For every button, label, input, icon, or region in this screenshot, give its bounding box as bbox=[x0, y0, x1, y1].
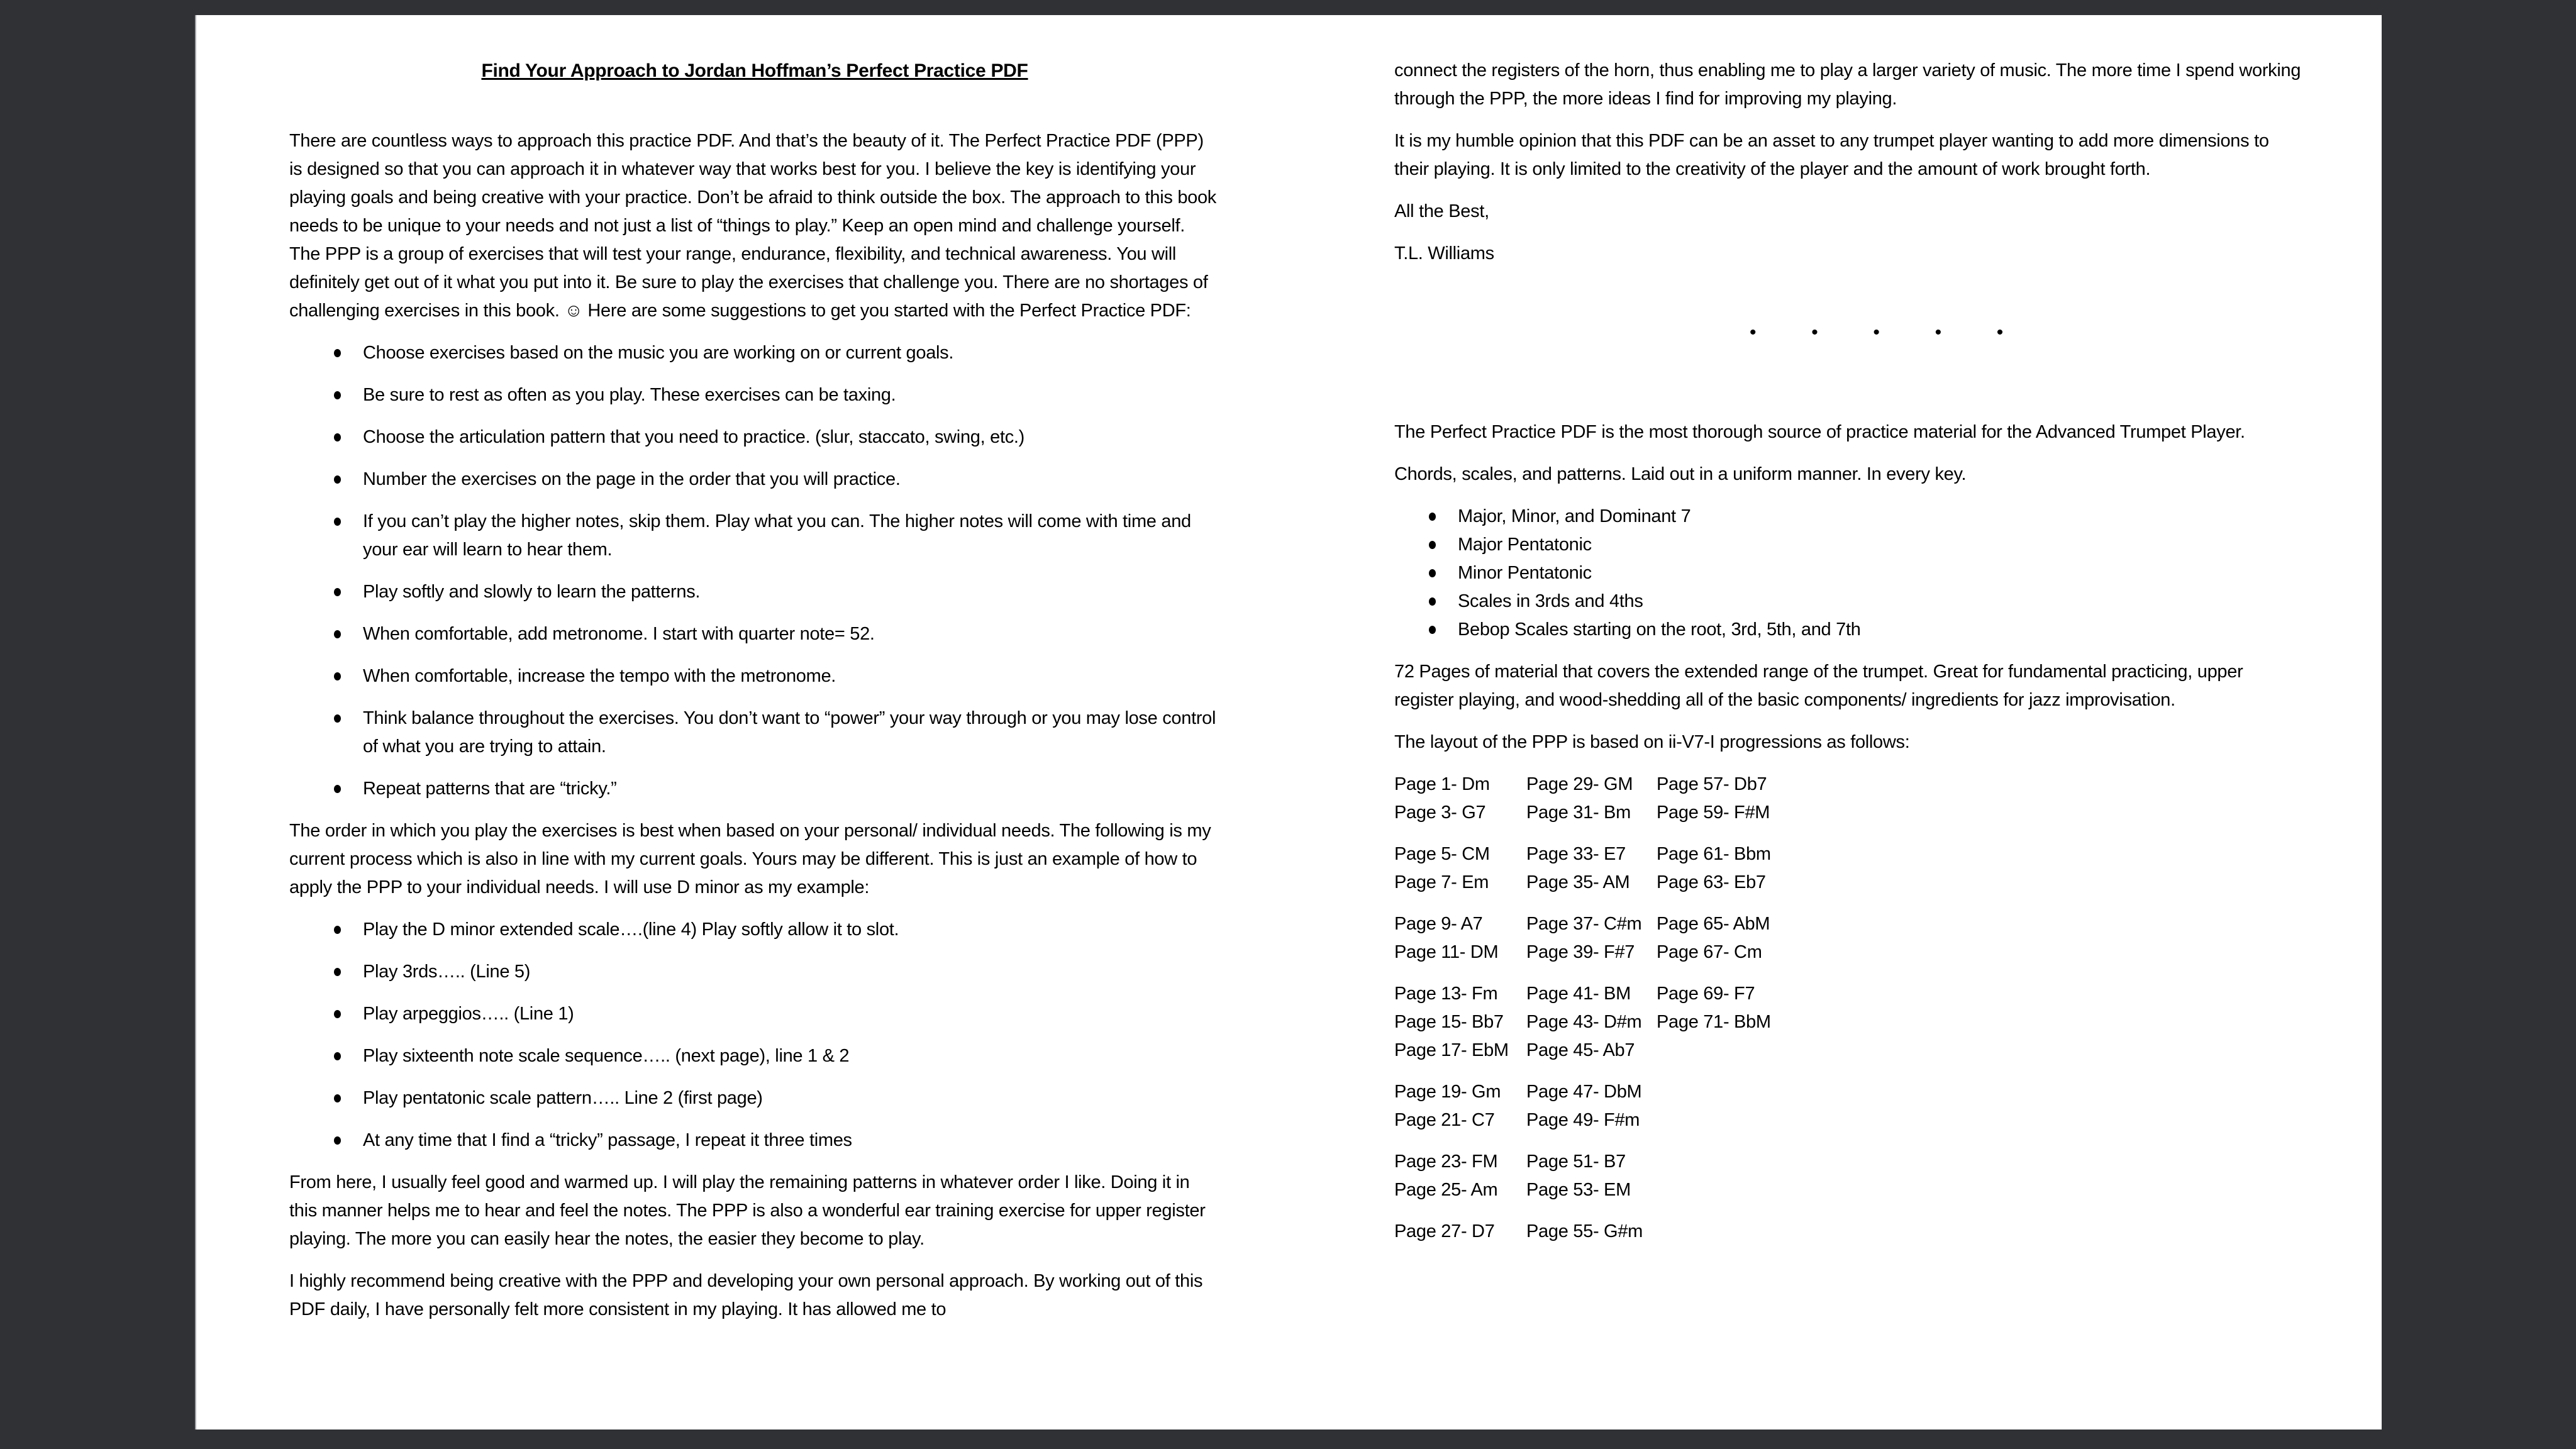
example-step-item: Play sixteenth note scale sequence….. (next page), line 1 & 2 bbox=[363, 1042, 1220, 1070]
page-listing-row bbox=[1394, 1106, 2303, 1135]
page-listing-group bbox=[1394, 1078, 2303, 1135]
page-entry: Page 47- DbM bbox=[1526, 1082, 1642, 1102]
page-listing bbox=[1394, 770, 2303, 1246]
suggestion-item: Choose exercises based on the music you are working on or current goals. bbox=[363, 339, 1220, 367]
page-listing-group bbox=[1394, 1218, 2303, 1246]
feature-item: Scales in 3rds and 4ths bbox=[1458, 587, 2303, 616]
suggestion-item: Number the exercises on the page in the order that you will practice. bbox=[363, 465, 1220, 494]
suggestion-item: Think balance throughout the exercises. You don’t want to “power” your way through or you may lose control of what you are trying to attain. bbox=[363, 704, 1220, 761]
right-page bbox=[1394, 15, 2303, 1259]
page-entry: Page 49- F#m bbox=[1526, 1110, 1640, 1130]
page-entry: Page 1- Dm bbox=[1394, 774, 1490, 794]
feature-item: Minor Pentatonic bbox=[1458, 559, 2303, 587]
page-entry: Page 51- B7 bbox=[1526, 1152, 1626, 1172]
page-entry: Page 57- Db7 bbox=[1657, 774, 1767, 794]
page-entry: Page 65- AbM bbox=[1657, 914, 1770, 934]
page-listing-row bbox=[1394, 770, 2303, 799]
page-entry: Page 37- C#m bbox=[1526, 914, 1642, 934]
page-entry: Page 9- A7 bbox=[1394, 914, 1483, 934]
page-entry: Page 15- Bb7 bbox=[1394, 1012, 1504, 1032]
page-entry: Page 55- G#m bbox=[1526, 1221, 1643, 1241]
page-entry: Page 19- Gm bbox=[1394, 1082, 1501, 1102]
from-here-paragraph: From here, I usually feel good and warmed up. I will play the remaining patterns in whatever order I like. Doing it in this manner helps me to hear and feel the notes. The PPP is also a wonderful ear training exercise for upper register playing. The more you can easily hear the notes, the easier they become to play. bbox=[289, 1172, 1206, 1249]
suggestion-item: Be sure to rest as often as you play. These exercises can be taxing. bbox=[363, 381, 1220, 409]
page-entry: Page 3- G7 bbox=[1394, 802, 1486, 823]
example-steps-list bbox=[289, 916, 1220, 1155]
closing-line: All the Best, bbox=[1394, 201, 1489, 221]
separator-dot: • bbox=[1749, 322, 1757, 343]
page-listing-group bbox=[1394, 770, 2303, 827]
page-entry: Page 63- Eb7 bbox=[1657, 872, 1766, 892]
suggestion-item: When comfortable, add metronome. I start with quarter note= 52. bbox=[363, 620, 1220, 648]
page-listing-row bbox=[1394, 1148, 2303, 1176]
page-entry: Page 41- BM bbox=[1526, 984, 1631, 1004]
page-entry: Page 27- D7 bbox=[1394, 1221, 1495, 1241]
page-listing-row bbox=[1394, 1078, 2303, 1106]
about-paragraph: The Perfect Practice PDF is the most thorough source of practice material for the Advanced Trumpet Player. bbox=[1394, 422, 2245, 442]
page-listing-row bbox=[1394, 1176, 2303, 1204]
page-listing-row bbox=[1394, 1036, 2303, 1065]
page-listing-row bbox=[1394, 799, 2303, 827]
left-page bbox=[289, 15, 1220, 1338]
page-entry: Page 25- Am bbox=[1394, 1180, 1498, 1200]
recommend-paragraph: I highly recommend being creative with the PPP and developing your own personal approach. By working out of this PDF daily, I have personally felt more consistent in my playing. It has allowed me to bbox=[289, 1271, 1203, 1319]
suggestion-item: Repeat patterns that are “tricky.” bbox=[363, 775, 1220, 803]
example-step-item: Play 3rds….. (Line 5) bbox=[363, 958, 1220, 986]
feature-item: Major Pentatonic bbox=[1458, 531, 2303, 559]
page-entry: Page 17- EbM bbox=[1394, 1040, 1509, 1060]
section-separator-dots bbox=[1422, 322, 2331, 343]
intro-paragraph: There are countless ways to approach this practice PDF. And that’s the beauty of it. The Perfect Practice PDF (PPP) is designed so that you can approach it in whatever way that works best for you. I believe the key is identifying your playing goals and being creative with your practice. Don’t be afraid to think outside the box. The approach to this book needs to be unique to your needs and not just a list of “things to play.” Keep an open mind and challenge yourself. The PPP is a group of exercises that will test your range, endurance, flexibility, and technical awareness. You will definitely get out of it what you put into it. Be sure to play the exercises that challenge you. There are no shortages of challenging exercises in this book. ☺ Here are some suggestions to get you started with the Perfect Practice PDF: bbox=[289, 131, 1216, 321]
separator-dot: • bbox=[1873, 322, 1880, 343]
page-listing-group bbox=[1394, 910, 2303, 967]
separator-dot: • bbox=[1811, 322, 1818, 343]
suggestion-item: Play softly and slowly to learn the patterns. bbox=[363, 578, 1220, 606]
page-listing-row bbox=[1394, 1008, 2303, 1036]
page-listing-row bbox=[1394, 910, 2303, 938]
page-listing-row bbox=[1394, 938, 2303, 967]
features-list bbox=[1394, 502, 2303, 644]
page-entry: Page 13- Fm bbox=[1394, 984, 1498, 1004]
continuation-paragraph: connect the registers of the horn, thus enabling me to play a larger variety of music. The more time I spend working through the PPP, the more ideas I find for improving my playing. bbox=[1394, 60, 2301, 109]
page-entry: Page 69- F7 bbox=[1657, 984, 1755, 1004]
page-listing-row bbox=[1394, 980, 2303, 1008]
page-entry: Page 33- E7 bbox=[1526, 844, 1626, 864]
example-step-item: Play pentatonic scale pattern….. Line 2 (first page) bbox=[363, 1084, 1220, 1113]
page-entry: Page 31- Bm bbox=[1526, 802, 1631, 823]
document-sheet bbox=[195, 15, 2382, 1430]
layout-line: The layout of the PPP is based on ii-V7-I progressions as follows: bbox=[1394, 732, 1910, 752]
page-listing-group bbox=[1394, 980, 2303, 1065]
page-entry: Page 21- C7 bbox=[1394, 1110, 1495, 1130]
example-step-item: At any time that I find a “tricky” passage, I repeat it three times bbox=[363, 1126, 1220, 1155]
order-paragraph: The order in which you play the exercises is best when based on your personal/ individual needs. The following is my current process which is also in line with my current goals. Yours may be different. This is just an example of how to apply the PPP to your individual needs. I will use D minor as my example: bbox=[289, 821, 1211, 897]
suggestion-item: Choose the articulation pattern that you need to practice. (slur, staccato, swing, etc.) bbox=[363, 423, 1220, 452]
page-entry: Page 53- EM bbox=[1526, 1180, 1631, 1200]
pages-paragraph: 72 Pages of material that covers the extended range of the trumpet. Great for fundamental practicing, upper register playing, and wood-shedding all of the basic components/ ingredients for jazz improvisation. bbox=[1394, 662, 2243, 710]
page-entry: Page 71- BbM bbox=[1657, 1012, 1771, 1032]
chords-line: Chords, scales, and patterns. Laid out in a uniform manner. In every key. bbox=[1394, 464, 1967, 484]
signature-line: T.L. Williams bbox=[1394, 243, 1494, 264]
page-entry: Page 29- GM bbox=[1526, 774, 1633, 794]
suggestion-item: If you can’t play the higher notes, skip them. Play what you can. The higher notes will come with time and your ear will learn to hear them. bbox=[363, 508, 1220, 564]
separator-dot: • bbox=[1935, 322, 1941, 343]
page-entry: Page 23- FM bbox=[1394, 1152, 1498, 1172]
page-entry: Page 7- Em bbox=[1394, 872, 1489, 892]
page-listing-row bbox=[1394, 869, 2303, 897]
document-title: Find Your Approach to Jordan Hoffman’s Perfect Practice PDF bbox=[481, 60, 1028, 81]
page-entry: Page 5- CM bbox=[1394, 844, 1490, 864]
page-entry: Page 61- Bbm bbox=[1657, 844, 1771, 864]
page-entry: Page 39- F#7 bbox=[1526, 942, 1635, 962]
page-listing-row bbox=[1394, 840, 2303, 869]
page-entry: Page 45- Ab7 bbox=[1526, 1040, 1635, 1060]
page-listing-row bbox=[1394, 1218, 2303, 1246]
page-entry: Page 11- DM bbox=[1394, 942, 1499, 962]
feature-item: Bebop Scales starting on the root, 3rd, 5th, and 7th bbox=[1458, 616, 2303, 644]
page-entry: Page 59- F#M bbox=[1657, 802, 1770, 823]
example-step-item: Play the D minor extended scale….(line 4) Play softly allow it to slot. bbox=[363, 916, 1220, 944]
example-step-item: Play arpeggios….. (Line 1) bbox=[363, 1000, 1220, 1028]
page-listing-group bbox=[1394, 1148, 2303, 1204]
opinion-paragraph: It is my humble opinion that this PDF can be an asset to any trumpet player wanting to add more dimensions to their playing. It is only limited to the creativity of the player and the amount of work brought forth. bbox=[1394, 131, 2269, 179]
separator-dot: • bbox=[1996, 322, 2003, 343]
suggestions-list bbox=[289, 339, 1220, 803]
page-entry: Page 67- Cm bbox=[1657, 942, 1762, 962]
suggestion-item: When comfortable, increase the tempo with the metronome. bbox=[363, 662, 1220, 691]
page-entry: Page 43- D#m bbox=[1526, 1012, 1642, 1032]
feature-item: Major, Minor, and Dominant 7 bbox=[1458, 502, 2303, 531]
page-entry: Page 35- AM bbox=[1526, 872, 1630, 892]
page-listing-group bbox=[1394, 840, 2303, 897]
